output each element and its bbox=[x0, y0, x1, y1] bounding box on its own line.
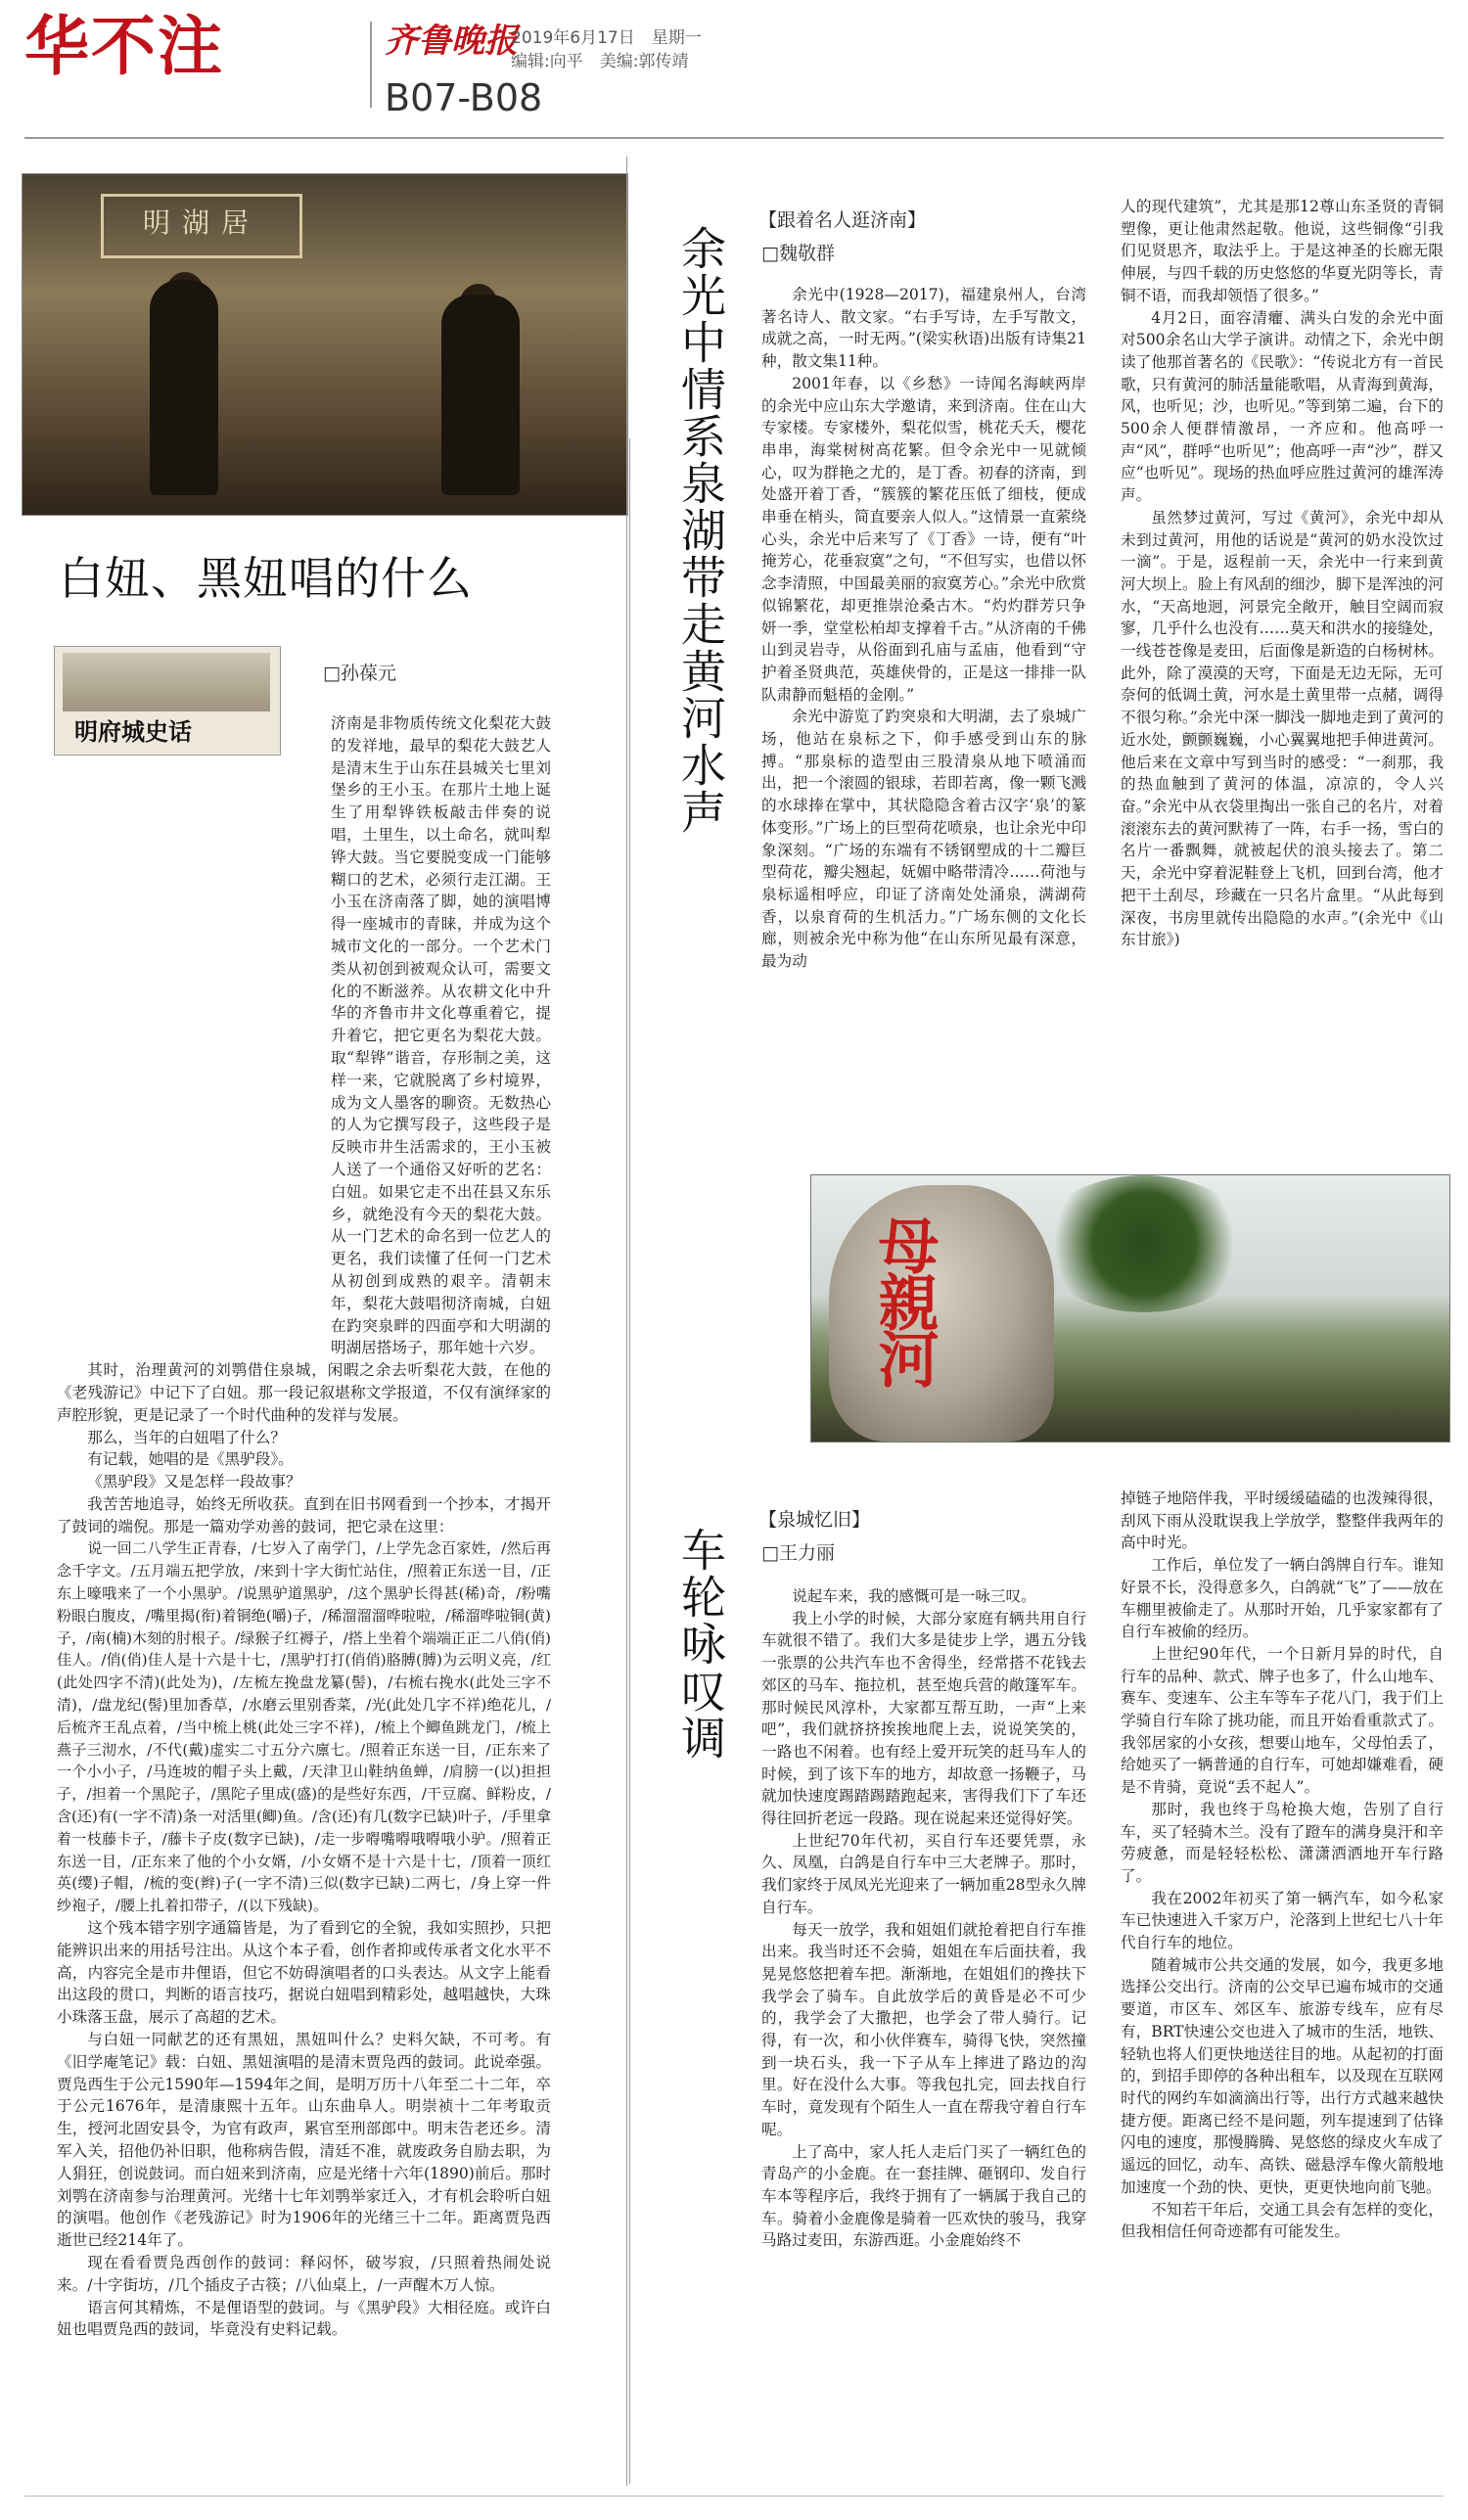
paragraph: 随着城市公共交通的发展，如今，我更多地选择公交出行。济南的公交早已遍布城市的交通要道，市区车、郊区车、旅游专线车，应有尽有，BRT快速公交也进入了城市的生活，地铁、轻轨也将人们更快地送往目的地。从起初的打面的，到招手即停的各种出租车，以及现在互联网时代的网约车如滴滴出行等，出行方式越来越快捷方便。距离已经不是问题，列车提速到了估锋闪电的速度，那慢腾腾、晃悠悠的绿皮火车成了遥远的回忆，动车、高铁、磁悬浮车像火箭般地加速度一个劲的快、更快，更更快地向前飞驰。 bbox=[1121, 1955, 1444, 2196]
paragraph: 上了高中，家人托人走后门买了一辆红色的青岛产的小金鹿。在一套挂牌、砸钢印、发自行车本等程序后，我终于拥有了一辆属于我自己的车。骑着小金鹿像是骑着一匹欢快的骏马，我穿马路过麦田，东游西逛。小金鹿始终不 bbox=[761, 2142, 1086, 2250]
emblem-picture bbox=[63, 653, 270, 711]
issue-date: 2019年6月17日 星期一 bbox=[511, 28, 702, 48]
section-tag: 【泉城忆旧】 bbox=[758, 1509, 871, 1531]
paragraph: 不知若干年后，交通工具会有怎样的变化，但我相信任何奇迹都有可能发生。 bbox=[1121, 2200, 1444, 2241]
paragraph: 那时，我也终于鸟枪换大炮，告别了自行车，买了轻骑木兰。没有了蹬车的满身臭汗和辛劳疲惫，而是轻轻松松、潇潇洒洒地开车行路了。 bbox=[1121, 1800, 1444, 1885]
left-article-body bbox=[57, 712, 551, 2341]
paragraph: 语言何其精炼，不是俚语型的鼓词。与《黑驴段》大相径庭。或许白妞也唱贾凫西的鼓词，毕竟没有史料记载。 bbox=[57, 2298, 551, 2339]
editor-credits: 编辑:向平 美编:郭传靖 bbox=[511, 52, 689, 71]
right-bottom-author: □王力丽 bbox=[761, 1542, 835, 1564]
right-top-author: □魏敬群 bbox=[761, 243, 835, 264]
paragraph: 虽然梦过黄河，写过《黄河》，余光中却从未到过黄河，用他的话说是“黄河的奶水没饮过一滴”。于是，返程前一天，余光中一行来到黄河大坝上。脸上有风刮的细沙，脚下是浑浊的河水，“天高地迥，河景完全敞开，触目空阔而寂寥，几乎什么也没有……莫天和洪水的接缝处，一线苍苍像是麦田，后面像是新造的白杨树林。此外，除了漠漠的天穹，下面是无边无际，无可奈何的低调土黄，河水是土黄里带一点赭，调得不很匀称。”余光中深一脚浅一脚地走到了黄河的近水处，颤颤巍巍，小心翼翼地把手伸进黄河。他后来在文章中写到当时的感受：“一刹那，我的热血触到了黄河的体温，凉凉的，令人兴奋。”余光中从衣袋里掏出一张自己的名片，对着滚滚东去的黄河默祷了一阵，右手一扬，雪白的名片一番飘舞，就被起伏的浪头接去了。第二天，余光中穿着泥鞋登上飞机，回到台湾，他才把干土刮尽，珍藏在一只名片盒里。“从此每到深夜，书房里就传出隐隐的水声。”(余光中《山东甘旅》) bbox=[1121, 508, 1444, 949]
mother-river-photo bbox=[810, 1174, 1450, 1443]
paragraph: 余光中游览了趵突泉和大明湖，去了泉城广场，他站在泉标之下，仰手感受到山东的脉搏。“那泉标的造型由三股清泉从地下喷涌而出，把一个滚圆的银球，若即若离，像一颗飞溅的水球捧在掌中，其状隐隐含着古汉字‘泉’的篆体变形。”广场上的巨型荷花喷泉，也让余光中印象深刻。“广场的东端有不锈钢塑成的十二瓣巨型荷花，瓣尖翘起，妩媚中略带清冷……荷池与泉标遥相呼应，印证了济南处处涌泉，满湖荷香，以泉育荷的生机活力。”广场东侧的文化长廊，则被余光中称为他“在山东所见最有深意，最为动 bbox=[761, 708, 1086, 971]
paragraph: 济南是非物质传统文化梨花大鼓的发祥地，最早的梨花大鼓艺人是清末生于山东茌县城关七里刘堡乡的王小玉。在那片土地上诞生了用犁铧铁板敲击伴奏的说唱，土里生，以土命名，就叫犁铧大鼓。当它要脱变成一门能够糊口的艺术，必须行走江湖。王小玉在济南落了脚，她的演唱博得一座城市的青睐，并成为这个城市文化的一部分。一个艺术门类从初创到被观众认可，需要文化的不断滋养。从农耕文化中升华的齐鲁市井文化尊重着它，提升着它，把它更名为梨花大鼓。取“犁铧”谐音，存形制之美，这样一来，它就脱离了乡村境界，成为文人墨客的聊资。无数热心的人为它撰写段子，这些段子是反映市井生活需求的，王小玉被人送了一个通俗又好听的艺名：白妞。如果它走不出茌县又东乐乡，就绝没有今天的梨花大鼓。从一门艺术的命名到一位艺人的更名，我们读懂了任何一门艺术从初创到成熟的艰辛。清朝末年，梨花大鼓唱彻济南城，白妞在趵突泉畔的四面亭和大明湖的明湖居搭场子，那年她十六岁。 bbox=[331, 714, 551, 1357]
paragraph: 有记载，她唱的是《黑驴段》。 bbox=[87, 1450, 294, 1469]
newspaper-name: 齐鲁晚报 bbox=[385, 22, 518, 61]
paragraph: 那么，当年的白妞唱了什么？ bbox=[87, 1428, 286, 1446]
paragraph: 这个残本错字别字通篇皆是，为了看到它的全貌，我如实照抄，只把能辨识出来的用括号注出。从这个本子看，创作者抑或传承者文化水平不高，内容完全是市井俚语，但它不妨碍演唱者的口头表达。从文字上能看出这段的贯口，判断的语言技巧，据说白妞唱到精彩处，越唱越快，大珠小珠落玉盘，展示了高超的艺术。 bbox=[57, 1919, 551, 2027]
musician-figure bbox=[441, 295, 520, 495]
paragraph: 4月2日，面容清癯、满头白发的余光中面对500余名山大学子演讲。动情之下，余光中朗读了他那首著名的《民歌》：“传说北方有一首民歌，只有黄河的肺活量能歌唱，从青海到黄海，风，也听见；沙，也听见。”等到第二遍，台下的500余人便群情激昂，一齐应和。他高呼一声“风”，群呼“也听见”；他高呼一声“沙”，群又应“也听见”。现场的热血呼应胜过黄河的雄浑涛声。 bbox=[1121, 308, 1444, 505]
column-divider bbox=[626, 157, 627, 2486]
left-author: □孙葆元 bbox=[323, 663, 396, 684]
paragraph: 工作后，单位发了一辆白鸽牌自行车。谁知好景不长，没得意多久，白鸽就“飞”了——放在车棚里被偷走了。从那时开始，几乎家家都有了自行车被偷的经历。 bbox=[1121, 1556, 1444, 1641]
photo-sign: 明湖居 bbox=[101, 194, 302, 258]
paragraph: 说一回二八学生正青春，/七岁入了南学门，/上学先念百家姓，/然后再念千字文。/五月端五把学放，/来到十字大街忙站住，/照着正东送一目，/正东上嚎哦来了一个小黑驴。/说黑驴道黑驴，/这个黑驴长得甚(稀)奇，/粉嘴粉眼白腹皮，/嘴里揭(衔)着铜绝(嚼)子，/稀溜溜溜哗啦啦，/稀溜哗啦铜(黄)子，/南(楠)木刻的肘根子。/绿猴子红褥子，/搭上坐着个端端正正二八俏(俏)佳人。/俏(俏)佳人是十六是十七，/黑驴打打(俏俏)胳膊(膊)为云明义亮，/红(此处四字不清)(此处为)，/左梳左挽盘龙纂(髻)，/右梳右挽水(此处三字不清)，/盘龙纪(髻)里加香草，/水磨云里别香菜，/光(此处几字不祥)绝花儿，/后梳齐王乱点着，/当中梳上桃(此处三字不祥)，/梳上个鲫鱼跳龙门，/梳上燕子三沏水，/不代(戴)虚实二寸五分六廪七。/照着正东送一目，/正东来了一个小小子，/马连坡的帽子头上戴，/天津卫山鞋纳鱼蝉，/肩膀一(以)担担子，/担着一个黑陀子，/黑陀子里成(盛)的是些好东西，/干豆腐、鲜粉皮，/含(还)有(一字不清)条一对活里(鲫)鱼。/含(还)有几(数字已缺)叶子，/手里拿着一枝藤卡子，/藤卡子皮(数字已缺)，/走一步嘚嘴嘚哦嘚哦小驴。/照着正东送一目，/正东来了他的个小女婿，/小女婿不是十六是十七，/顶着一顶红英(缨)子帽，/梳的变(辫)子(一字不清)三似(数字已缺)二两七，/身上穿一件纱袍子，/腰上扎着扣带子，/(以下残缺)。 bbox=[57, 1539, 551, 1915]
column-label: 明府城史话 bbox=[74, 718, 192, 746]
paragraph: 2001年春，以《乡愁》一诗闻名海峡两岸的余光中应山东大学邀请，来到济南。住在山大专家楼。专家楼外，梨花似雪，桃花夭夭，樱花串串，海棠树树高花繁。但令余光中一见就倾心，叹为群艳之尤的，是丁香。初春的济南，到处盛开着丁香，“簇簇的繁花压低了细枝，便成串垂在梢头，简直要亲人似人。”这情景一直萦绕心头，余光中后来写了《丁香》一诗，便有“叶掩芳心，花垂寂寞”之句，“不但写实，也借以怀念李清照，中国最美丽的寂寞芳心。”余光中欣赏似锦繁花，却更推崇沧桑古木。“灼灼群芳只争妍一季，堂堂松柏却支撑着千古。”从济南的千佛山到灵岩寺，从俗面到孔庙与孟庙，他看到“守护着圣贤典范，英雄侠骨的，正是这一排排一队队肃静而魁梧的金刚。” bbox=[761, 374, 1086, 704]
footer-rule bbox=[24, 2496, 1444, 2497]
left-headline: 白妞、黑妞唱的什么 bbox=[59, 552, 473, 605]
right-bottom-col1 bbox=[761, 1585, 1086, 2252]
header-rule bbox=[24, 137, 1444, 139]
paragraph: 上世纪70年代初，买自行车还要凭票，永久、凤凰，白鸽是自行车中三大老牌子。那时，我们家终于凤凤光光迎来了一辆加重28型永久牌自行车。 bbox=[761, 1831, 1086, 1916]
paragraph: 掉链子地陪伴我，平时缓缓磕磕的也泼辣得很，刮风下雨从没耽误我上学放学，整整伴我两年的高中时光。 bbox=[1121, 1489, 1444, 1552]
right-bottom-col2 bbox=[1121, 1488, 1444, 2243]
right-top-col2 bbox=[1121, 196, 1444, 951]
paragraph: 我上小学的时候，大部分家庭有辆共用自行车就很不错了。我们大多是徒步上学，遇五分钱一张票的公共汽车也不舍得坐，经常搭不花钱去郊区的马车、拖拉机，甚至炮兵营的敞篷军车。那时候民风淳朴，大家都互帮互助，一声“上来吧”，我们就挤挤挨挨地爬上去，说说笑笑的，一路也不闲着。也有经上爱开玩笑的赶马车人的时候，到了该下车的地方，却故意一扬鞭子，马就加快速度踢踏踢踏跑起来，害得我们下了车还得往回折老远一段路。现在说起来还觉得好笑。 bbox=[761, 1609, 1086, 1828]
paragraph: 余光中(1928—2017)，福建泉州人，台湾著名诗人、散文家。“右手写诗，左手写散文，成就之高，一时无两。”(梁实秋语)出版有诗集21种，散文集11种。 bbox=[761, 286, 1086, 371]
paragraph: 其时，治理黄河的刘鹗借住泉城，闲暇之余去听梨花大鼓，在他的《老残游记》中记下了白妞。那一段记叙堪称文学报道，不仅有演绎家的声腔形貌，更是记录了一个时代曲种的发祥与发展。 bbox=[57, 1361, 551, 1424]
page-numbers: B07-B08 bbox=[385, 76, 543, 119]
masthead-divider bbox=[370, 22, 372, 108]
rock-inscription: 母親河 bbox=[868, 1214, 940, 1385]
paragraph: 上世纪90年代，一个日新月异的时代，自行车的品种、款式、牌子也多了，什么山地车、赛车、变速车、公主车等车子花八门，我于们上学骑自行车除了挑功能，而且开始看重款式了。我邻居家的小女孩，想要山地车，父母怕丢了，给她买了一辆普通的自行车，可她却嫌难看，硬是不肯骑，竟说“丢不起人”。 bbox=[1121, 1644, 1444, 1797]
section-tag: 【跟着名人逛济南】 bbox=[758, 209, 927, 231]
paragraph: 我苦苦地追寻，始终无所收获。直到在旧书网看到一个抄本，才揭开了鼓词的端倪。那是一篇劝学劝善的鼓词，把它录在这里： bbox=[57, 1494, 551, 1535]
paragraph: 人的现代建筑”，尤其是那12尊山东圣贤的青铜塑像，更让他肃然起敬。他说，这些铜像“引我们见贤思齐，取法乎上。于是这神圣的长廊无限伸展，与四千载的历史悠悠的华夏光阴等长，青铜不语，而我却领悟了很多。” bbox=[1121, 198, 1444, 304]
paragraph: 说起车来，我的感慨可是一咏三叹。 bbox=[792, 1587, 1036, 1605]
column-title: 华不注 bbox=[24, 9, 224, 84]
paragraph: 《黑驴段》又是怎样一段故事？ bbox=[87, 1473, 301, 1491]
paragraph: 我在2002年初买了第一辆汽车，如今私家车已快速进入千家万户，沦落到上世纪七八十年代自行车的地位。 bbox=[1121, 1889, 1444, 1952]
singer-figure bbox=[150, 280, 218, 495]
paragraph: 与白妞一同献艺的还有黑妞，黑妞叫什么？史料欠缺，不可考。有《旧学庵笔记》载：白妞、黑妞演唱的是清末贾凫西的鼓词。此说牵强。贾凫西生于公元1590年—1594年之间，是明万历十八年至二十二年，卒于公元1676年，是清康熙十五年。山东曲阜人。明崇祯十二年考取贡生，授河北固安县令，为官有政声，累官至刑部郎中。明末告老还乡。清军入关，招他仍补旧职，他称病告假，清廷不准，就废政务自励去职，为人狷狂，创说鼓词。而白妞来到济南，应是光绪十六年(1890)前后。那时刘鹗在济南参与治理黄河。光绪十七年刘鹗举家迁入，才有机会聆听白妞的演唱。他创作《老残游记》时为1906年的光绪三十二年。距离贾凫西逝世已经214年了。 bbox=[57, 2031, 551, 2250]
article-title-wheels: 车轮咏叹调 bbox=[674, 1527, 727, 1762]
tree-canopy bbox=[1036, 1175, 1252, 1312]
paragraph: 每天一放学，我和姐姐们就抢着把自行车推出来。我当时还不会骑，姐姐在车后面扶着，我晃晃悠悠把着车把。渐渐地，在姐姐们的搀扶下我学会了骑车。自此放学后的黄昏是必不可少的，我学会了大撒把，也学会了带人骑行。记得，有一次，和小伙伴赛车，骑得飞快，突然撞到一块石头，我一下子从车上摔进了路边的沟里。好在没什么大事。等我包扎完，回去找自行车时，竟发现有个陌生人一直在帮我守着自行车呢。 bbox=[761, 1920, 1086, 2138]
performance-photo bbox=[22, 173, 628, 516]
column-divider bbox=[629, 438, 630, 2484]
paragraph: 现在看看贾凫西创作的鼓词：释闷怀，破岑寂，/只照着热闹处说来。/十字街坊，/几个插皮子古筷；/八仙桌上，/一声醒木万人惊。 bbox=[57, 2253, 551, 2294]
right-top-col1 bbox=[761, 284, 1086, 973]
article-title-yu-guangzhong: 余光中情系泉湖带走黄河水声 bbox=[674, 225, 727, 836]
